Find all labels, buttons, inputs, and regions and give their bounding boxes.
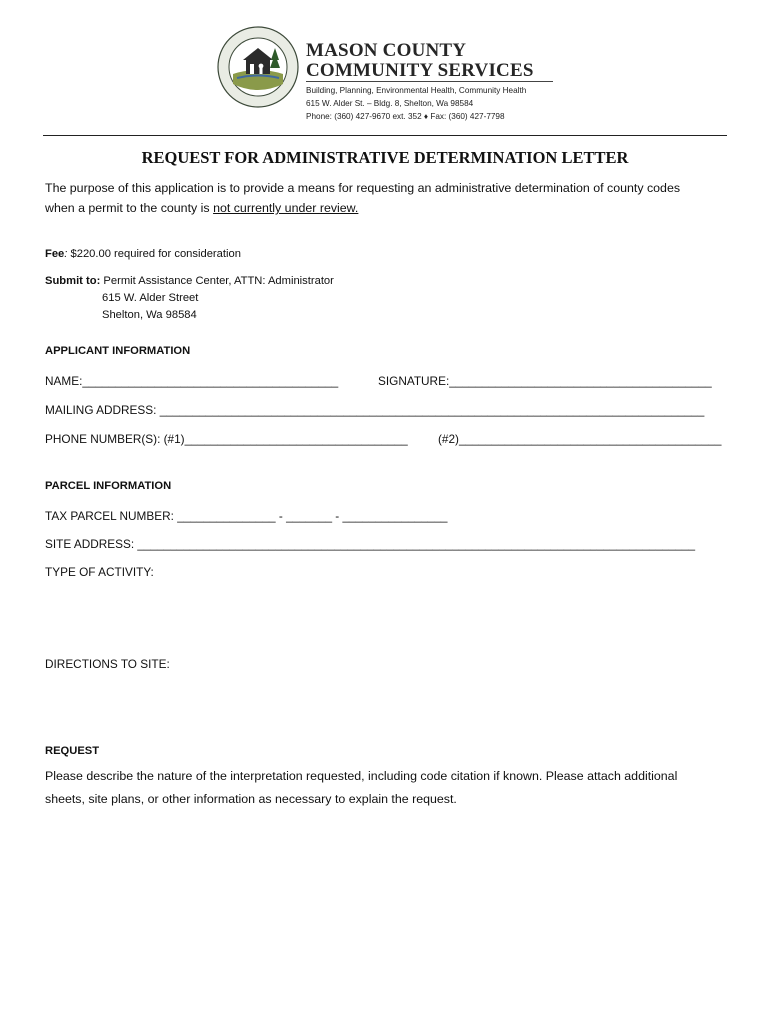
submit-recipient: Permit Assistance Center, ATTN: Administrator — [100, 275, 334, 287]
org-rule — [306, 81, 553, 82]
org-address: 615 W. Alder St. – Bldg. 8, Shelton, Wa 98584 — [306, 99, 474, 108]
county-seal-logo — [217, 26, 299, 108]
request-line1: Please describe the nature of the interpretation requested, including code citation if known. Please attach additional — [45, 769, 678, 783]
parcel-heading: PARCEL INFORMATION — [45, 480, 172, 492]
org-departments: Building, Planning, Environmental Health, Community Health — [306, 86, 527, 95]
intro-line1: The purpose of this application is to provide a means for requesting an administrative determination of county codes — [45, 181, 681, 195]
phone1-field[interactable]: PHONE NUMBER(S): (#1)__________________________________ — [45, 432, 408, 446]
request-heading: REQUEST — [45, 745, 100, 757]
submit-label: Submit to: — [45, 275, 101, 287]
header-divider — [43, 135, 727, 136]
org-phone-fax: Phone: (360) 427-9670 ext. 352 ♦ Fax: (360) 427-7798 — [306, 112, 505, 121]
name-field[interactable]: NAME:_______________________________________ — [45, 374, 339, 388]
org-name-line1: MASON COUNTY — [306, 40, 467, 61]
fee-label: Fee — [45, 248, 65, 260]
type-of-activity-label[interactable]: TYPE OF ACTIVITY: — [45, 565, 154, 579]
tax-parcel-field[interactable]: TAX PARCEL NUMBER: _______________ - _______ - ________________ — [45, 509, 448, 523]
fee-colon: : — [64, 248, 68, 260]
fee-line — [45, 248, 241, 260]
intro-line2-underlined: not currently under review. — [213, 201, 359, 215]
signature-field[interactable]: SIGNATURE:________________________________________ — [378, 374, 712, 388]
submit-line1 — [45, 275, 334, 287]
mailing-address-field[interactable]: MAILING ADDRESS: ___________________________________________________________________________________ — [45, 403, 705, 417]
intro-line2 — [45, 201, 358, 215]
phone2-field[interactable]: (#2)________________________________________ — [438, 432, 722, 446]
site-address-field[interactable]: SITE ADDRESS: _____________________________________________________________________________________ — [45, 537, 696, 551]
applicant-heading: APPLICANT INFORMATION — [45, 345, 191, 357]
submit-city: Shelton, Wa 98584 — [102, 309, 197, 321]
request-line2: sheets, site plans, or other information as necessary to explain the request. — [45, 792, 457, 806]
directions-label[interactable]: DIRECTIONS TO SITE: — [45, 657, 170, 671]
page-title: REQUEST FOR ADMINISTRATIVE DETERMINATION LETTER — [141, 148, 629, 167]
submit-street: 615 W. Alder Street — [102, 292, 199, 304]
fee-text: $220.00 required for consideration — [67, 248, 241, 260]
intro-line2-prefix: when a permit to the county is — [45, 201, 214, 215]
org-name-line2: COMMUNITY SERVICES — [306, 60, 534, 81]
